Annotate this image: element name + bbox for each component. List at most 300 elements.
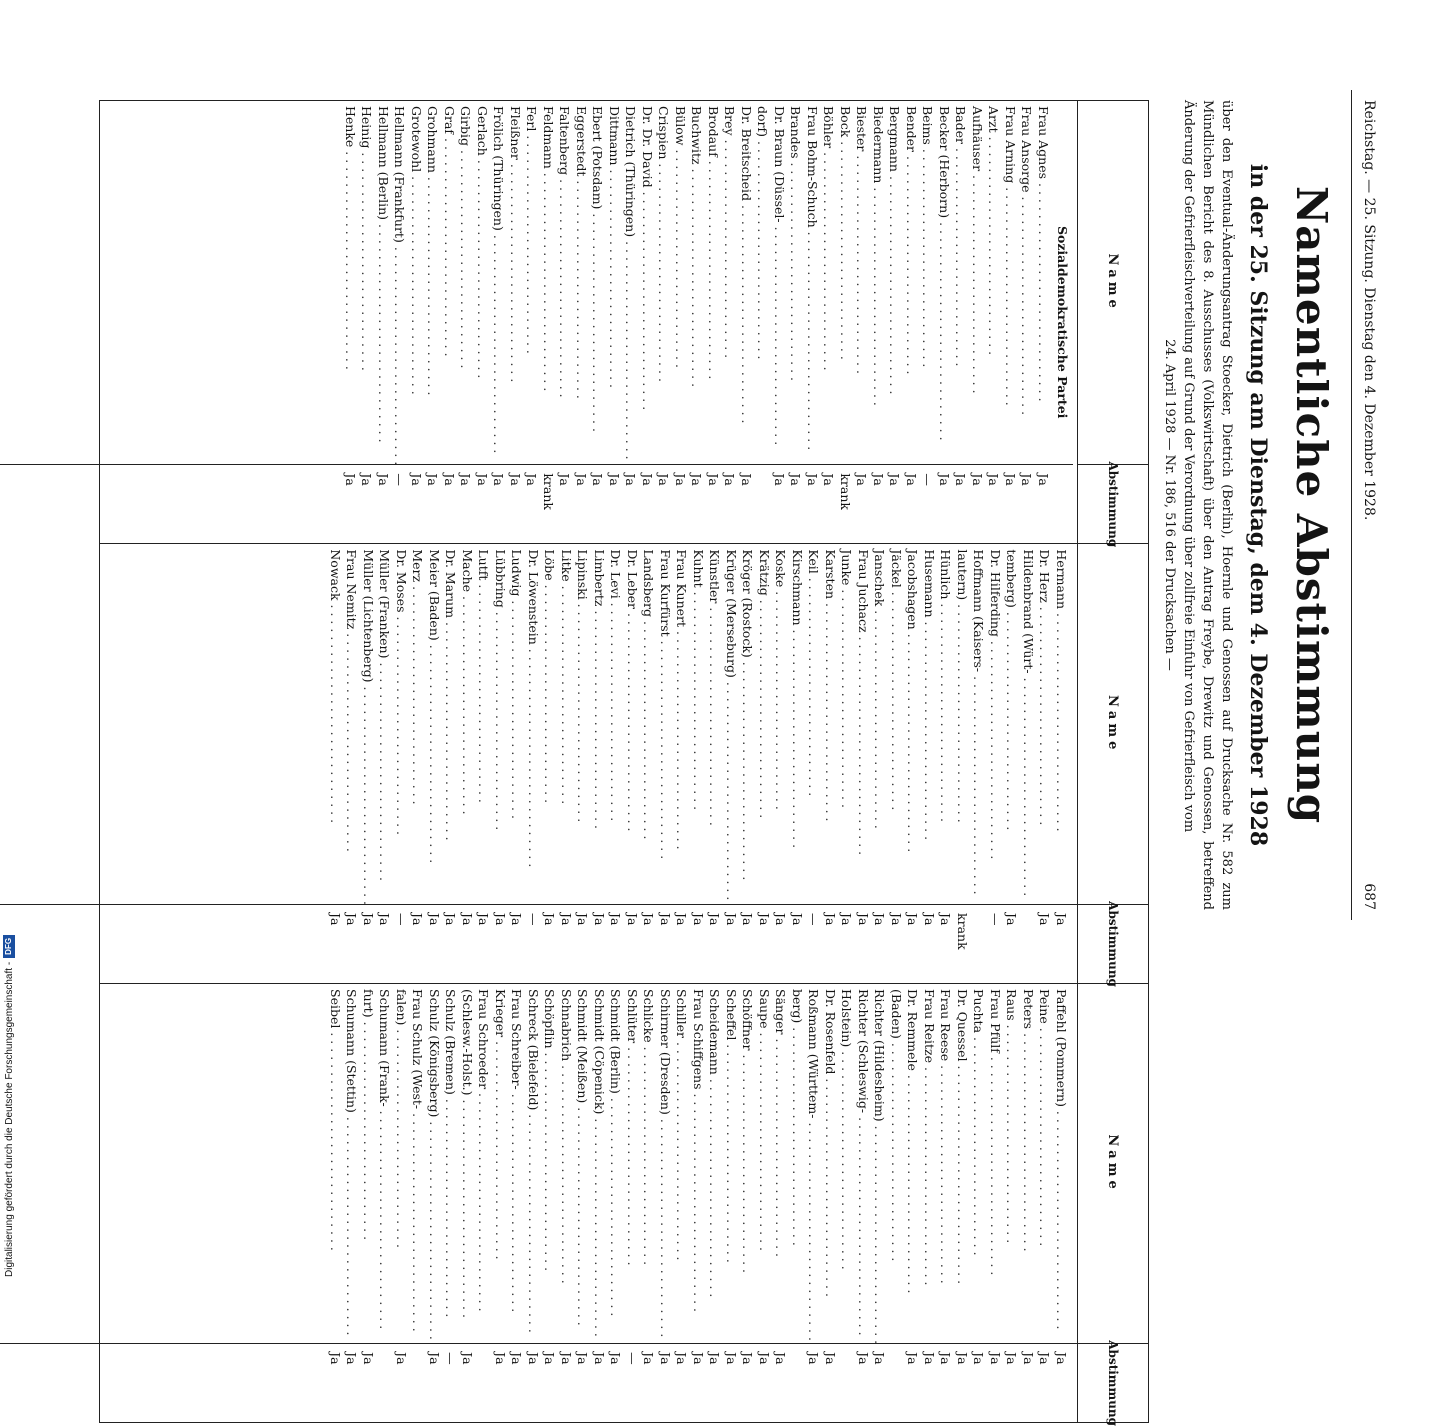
vote-value: Ja [1003,473,1018,486]
member-name: Holstein) . . . [838,984,855,1344]
member-name: Bender . . . [903,101,920,465]
vote-value: Ja [724,1352,739,1365]
member-name: Krieger . . . [492,984,509,1344]
member-name: Peters . . . [1020,984,1037,1344]
table-row [475,984,492,1422]
vote-value: — [920,473,936,486]
rows [327,984,1078,1422]
vote-value: Ja [1021,1352,1036,1365]
vote-value: Ja [955,1352,970,1365]
member-name: Frau Schiffgens . . . [690,984,707,1344]
vote-value: Ja [674,913,690,926]
table-row [789,544,806,983]
member-name: Künstler . . . [706,544,723,905]
member-name: Bülow . . . [672,101,689,465]
dfg-logo: DFG [3,935,15,958]
member-name: Schulz (Königsberg) . . . [426,984,443,1344]
member-name: Schlüter . . . [624,984,641,1344]
table-row [393,984,410,1422]
table-row [705,101,722,543]
table-row [690,984,707,1422]
vote-value: Ja [905,1352,921,1365]
vote-value: Ja [1037,1352,1053,1365]
table-row [822,984,839,1422]
member-name: Dr. Dr. David . . . [639,101,656,465]
member-name: Schumann (Frank- . . . [376,984,393,1344]
table-row [1020,544,1037,983]
vote-value: Ja [905,913,921,926]
vote-value: Ja [376,473,391,486]
member-name: Buchwitz . . . [688,101,705,465]
member-name: Kröger (Rostock) . . . [739,544,756,905]
table-row [540,101,557,543]
column-header [1077,101,1148,548]
member-name: Jäckel . . . [888,544,905,905]
vote-value [475,1344,492,1422]
vote-value: Ja [724,913,739,926]
member-name: Landsberg . . . [640,544,657,905]
vote-value: Ja [988,1352,1003,1365]
vote-value: krank [955,913,970,950]
table-row [871,544,888,983]
member-name: Raus . . . [1003,984,1020,1344]
column-header [1077,984,1148,1426]
member-name: Roßmann (Württem- . . . [805,984,822,1344]
member-name: Litke . . . [558,544,575,905]
vote-value: — [392,473,408,486]
member-name: Hünlich . . . [937,544,954,905]
vote-value: Ja [658,1352,673,1365]
table-row [886,101,903,543]
vote-value: Ja [805,473,820,486]
member-name: Dr. Remmele . . . [904,984,921,1344]
table-row [739,544,756,983]
member-name: Arzt . . . [985,101,1002,465]
table-row [541,544,558,983]
table-row [1036,984,1053,1422]
vote-value: Ja [854,473,870,486]
table-row [426,544,443,983]
table-row [919,101,936,543]
vote-value: Ja [476,913,492,926]
vote-column-2 [99,544,1149,987]
vote-value [789,1344,806,1422]
table-row [985,101,1002,543]
vote-value: Ja [656,473,672,486]
vote-value: Ja [575,1352,591,1365]
table-row [492,544,509,983]
member-name: Hoffmann (Kaisers- . . . [970,544,987,905]
table-row [904,544,921,983]
vote-value: Ja [460,913,475,926]
vote-value: Ja [1004,913,1020,926]
table-row [688,101,705,543]
member-name: Krüger (Merseburg) . . . [723,544,740,905]
member-name: Lipinski . . . [574,544,591,905]
vote-value: Ja [640,473,655,486]
intro-paragraph [1160,100,1236,910]
table-row [921,544,938,983]
vote-value: Ja [856,1352,871,1365]
member-name: Lübbring . . . [492,544,509,905]
vote-value: — [394,913,409,926]
member-name: Peine . . . [1036,984,1053,1344]
table-row [954,984,971,1422]
member-name: Dittmann . . . [606,101,623,465]
table-row [657,984,674,1422]
member-name: falen) . . . [393,984,410,1344]
table-row [508,544,525,983]
table-row [1018,101,1035,543]
member-name: Schirmer (Dresden) . . . [657,984,674,1344]
vote-value: Ja [722,473,738,486]
table-row [474,101,491,543]
vote-value: Ja [542,913,558,926]
table-row [937,984,954,1422]
table-row [442,984,459,1422]
member-name: dorf) . . . [754,101,771,465]
member-name: Faltenberg . . . [556,101,573,465]
table-row [936,101,953,543]
vote-value: Ja [508,473,523,486]
member-name: Frölich (Thüringen) . . . [490,101,507,465]
member-name: Eggerstedt . . . [573,101,590,465]
member-name: Frau Schroeder . . . [475,984,492,1344]
table-row [508,984,525,1422]
member-name: Keil . . . [805,544,822,905]
vote-value: Ja [740,1352,756,1365]
vote-value: Ja [542,1352,558,1365]
table-row [1035,101,1052,543]
table-row [655,101,672,543]
table-row [723,984,740,1422]
table-row [820,101,837,543]
table-row [360,544,377,983]
vote-value: Ja [790,913,805,926]
vote-value: Ja [557,473,573,486]
member-name: Seibel . . . [327,984,344,1344]
table-row [772,984,789,1422]
table-row [804,101,821,543]
member-name: temberg) . . . [1003,544,1020,905]
table-row [937,544,954,983]
vote-value: Ja [757,913,772,926]
table-row [805,984,822,1422]
vote-value: Ja [1004,1352,1020,1365]
document-page [94,90,1384,1426]
member-name: Hermann . . . [1053,544,1070,905]
table-row [589,101,606,543]
member-name: Schmidt (Cöpenick) . . . [591,984,608,1344]
table-row [673,544,690,983]
vote-value: Ja [872,1352,888,1365]
table-row [1020,984,1037,1422]
table-row [903,101,920,543]
table-row [424,101,441,543]
member-name: Schreck (Bielefeld) . . . [525,984,542,1344]
member-name: Müller (Franken) . . . [376,544,393,905]
table-row [772,544,789,983]
member-name: Lutft . . . [475,544,492,905]
member-name: Dietrich (Thüringen) . . . [622,101,639,465]
member-name: Janschek . . . [871,544,888,905]
table-row [721,101,738,543]
table-row [673,984,690,1422]
table-row [606,101,623,543]
table-row [987,544,1004,983]
table-row [393,544,410,983]
table-row [838,984,855,1422]
vote-value: Ja [674,1352,690,1365]
digitization-notice [1,317,19,1277]
member-name: Heinig . . . [358,101,375,465]
table-row [457,101,474,543]
header-vote: Abstimmung [1078,904,1148,983]
table-row [327,544,344,983]
member-name: Hellmann (Frankfurt) . . . [391,101,408,465]
vote-value: Ja [410,913,426,926]
vote-value: Ja [887,473,903,486]
table-row [837,101,854,543]
vote-value: Ja [623,473,639,486]
vote-value: Ja [359,473,375,486]
table-row [358,101,375,543]
table-row [838,544,855,983]
member-name: Puchta . . . [970,984,987,1344]
vote-value: Ja [691,913,706,926]
vote-value: Ja [524,473,540,486]
vote-value: Ja [689,473,705,486]
table-row [888,984,905,1422]
table-row [1003,984,1020,1422]
vote-value: Ja [443,913,459,926]
table-row [574,544,591,983]
table-row [822,544,839,983]
member-name: Gerlach . . . [474,101,491,465]
member-name: Dr. Marum . . . [442,544,459,905]
member-name: Hildenbrand (Würt- . . . [1020,544,1037,905]
member-name: berg) . . . [789,984,806,1344]
table-row [490,101,507,543]
vote-value [1020,905,1037,983]
vote-value: — [806,913,822,926]
table-row [855,544,872,983]
vote-value: Ja [1036,473,1051,486]
table-row [409,984,426,1422]
header-name: Name [1105,695,1121,754]
member-name: Jacobshagen . . . [904,544,921,905]
member-name: Kuhnt . . . [690,544,707,905]
running-head-text: Reichstag. — 25. Sitzung. Dienstag den 4. Dezember 1928. [1361,100,1377,521]
vote-value: Ja [739,473,754,486]
vote-value: Ja [458,473,474,486]
member-name: Bock . . . [837,101,854,465]
party-heading: Sozialdemokratische Partei [1055,225,1070,419]
member-name: Frau Pfülf . . . [987,984,1004,1344]
vote-value: Ja [526,1352,541,1365]
vote-value: Ja [493,1352,508,1365]
vote-value: Ja [707,913,723,926]
table-row [622,101,639,543]
vote-value: Ja [425,473,441,486]
table-row [525,544,542,983]
table-row [459,984,476,1422]
vote-value: — [443,1352,459,1365]
vote-value: Ja [641,1352,657,1365]
table-row [888,544,905,983]
member-name: Sänger . . . [772,984,789,1344]
table-row [970,544,987,983]
member-name: Ludwig . . . [508,544,525,905]
table-row [921,984,938,1422]
vote-value: Ja [922,913,937,926]
member-name: Paffehl (Pommern) . . . [1053,984,1070,1344]
vote-value: Ja [607,473,622,486]
member-name: Hellmann (Berlin) . . . [375,101,392,465]
member-name: Nowack . . . [327,544,344,905]
rows [342,101,1074,543]
vote-value: Ja [590,473,606,486]
member-name: Frau Ansorge . . . [1018,101,1035,465]
vote-column-3 [99,984,1149,1426]
vote-value: Ja [691,1352,706,1365]
member-name: Schulz (Bremen) . . . [442,984,459,1344]
document-title: Namentliche Abstimmung [1287,185,1336,825]
table-row [556,101,573,543]
table-row [756,544,773,983]
vote-value: Ja [937,473,952,486]
member-name: Frau Nemitz . . . [343,544,360,905]
table-row [738,101,755,543]
member-name: Krätzig . . . [756,544,773,905]
table-row [787,101,804,543]
page-number: 687 [1361,883,1377,910]
table-row [706,544,723,983]
member-name: Frau Schulz (West- . . . [409,984,426,1344]
table-row [558,984,575,1422]
vote-value: Ja [559,913,574,926]
member-name: Schiller . . . [673,984,690,1344]
member-name: Dr. Moses . . . [393,544,410,905]
table-row [1002,101,1019,543]
intro-date-line: 24. April 1928 — Nr. 186, 516 der Drucksachen — [1162,339,1177,671]
table-row [360,984,377,1422]
table-row [624,544,641,983]
vote-value: Ja [856,913,871,926]
vote-value: Ja [953,473,969,486]
vote-value: Ja [608,1352,624,1365]
vote-value: Ja [592,1352,607,1365]
running-head [1351,90,1384,920]
vote-value: Ja [442,473,457,486]
vote-value: Ja [641,913,657,926]
rows [327,544,1078,983]
header-name: Name [1105,1134,1121,1193]
table-row [442,544,459,983]
member-name: furt) . . . [360,984,377,1344]
table-row [607,984,624,1422]
member-name: Frau Juchacz . . . [855,544,872,905]
vote-value: Ja [343,473,358,486]
vote-value [409,1344,426,1422]
vote-value: Ja [707,1352,723,1365]
vote-value: — [526,913,541,926]
table-row [739,984,756,1422]
vote-value: Ja [706,473,721,486]
table-row [640,544,657,983]
table-row [639,101,656,543]
table-row [591,544,608,983]
member-name: Dr. Braun (Düssel- . . . [771,101,788,465]
member-name: (Schlesw.-Holst.) . . . [459,984,476,1344]
table-row [342,101,359,543]
vote-value: Ja [740,913,756,926]
vote-value: Ja [821,473,837,486]
vote-value: Ja [493,913,508,926]
table-row [375,101,392,543]
table-row [853,101,870,543]
table-row [969,101,986,543]
vote-value: Ja [625,913,640,926]
header-vote: Abstimmung [1078,464,1148,543]
member-name: Dr. Quessel . . . [954,984,971,1344]
table-row [408,101,425,543]
member-name: Limbertz . . . [591,544,608,905]
table-row [426,984,443,1422]
vote-value: Ja [328,913,343,926]
vote-value: Ja [427,913,442,926]
member-name: Beims . . . [919,101,936,465]
member-name: (Baden) . . . [888,984,905,1344]
member-name: Kirschmann . . . [789,544,806,905]
member-name: Schlicke . . . [640,984,657,1344]
vote-value: Ja [559,1352,574,1365]
vote-value: Ja [823,913,838,926]
member-name: Aufhäuser . . . [969,101,986,465]
table-row [970,984,987,1422]
vote-value: Ja [839,913,855,926]
member-name: Husemann . . . [921,544,938,905]
table-row [327,984,344,1422]
member-name: Brey . . . [721,101,738,465]
member-name: Dr. Löwenstein . . . [525,544,542,905]
table-row [343,544,360,983]
vote-value: Ja [394,1352,409,1365]
table-row [573,101,590,543]
table-row [771,101,788,543]
vote-column-1 [99,100,1149,548]
table-row [1003,544,1020,983]
vote-value: Ja [1019,473,1035,486]
vote-value: krank [541,473,556,510]
table-row [690,544,707,983]
member-name: Frau Kunert . . . [673,544,690,905]
vote-value: Ja [788,473,804,486]
document-subtitle: in der 25. Sitzung am Dienstag, dem 4. Dezember 1928 [1245,163,1271,847]
table-row [756,984,773,1422]
vote-value: Ja [361,913,376,926]
table-row [855,984,872,1422]
table-row [541,984,558,1422]
vote-value: Ja [460,1352,475,1365]
member-name: Mache . . . [459,544,476,905]
vote-value: Ja [509,913,525,926]
member-name: Frau Arning . . . [1002,101,1019,465]
table-row [952,101,969,543]
vote-value [376,1344,393,1422]
table-row [492,984,509,1422]
member-name: Schöffner . . . [739,984,756,1344]
